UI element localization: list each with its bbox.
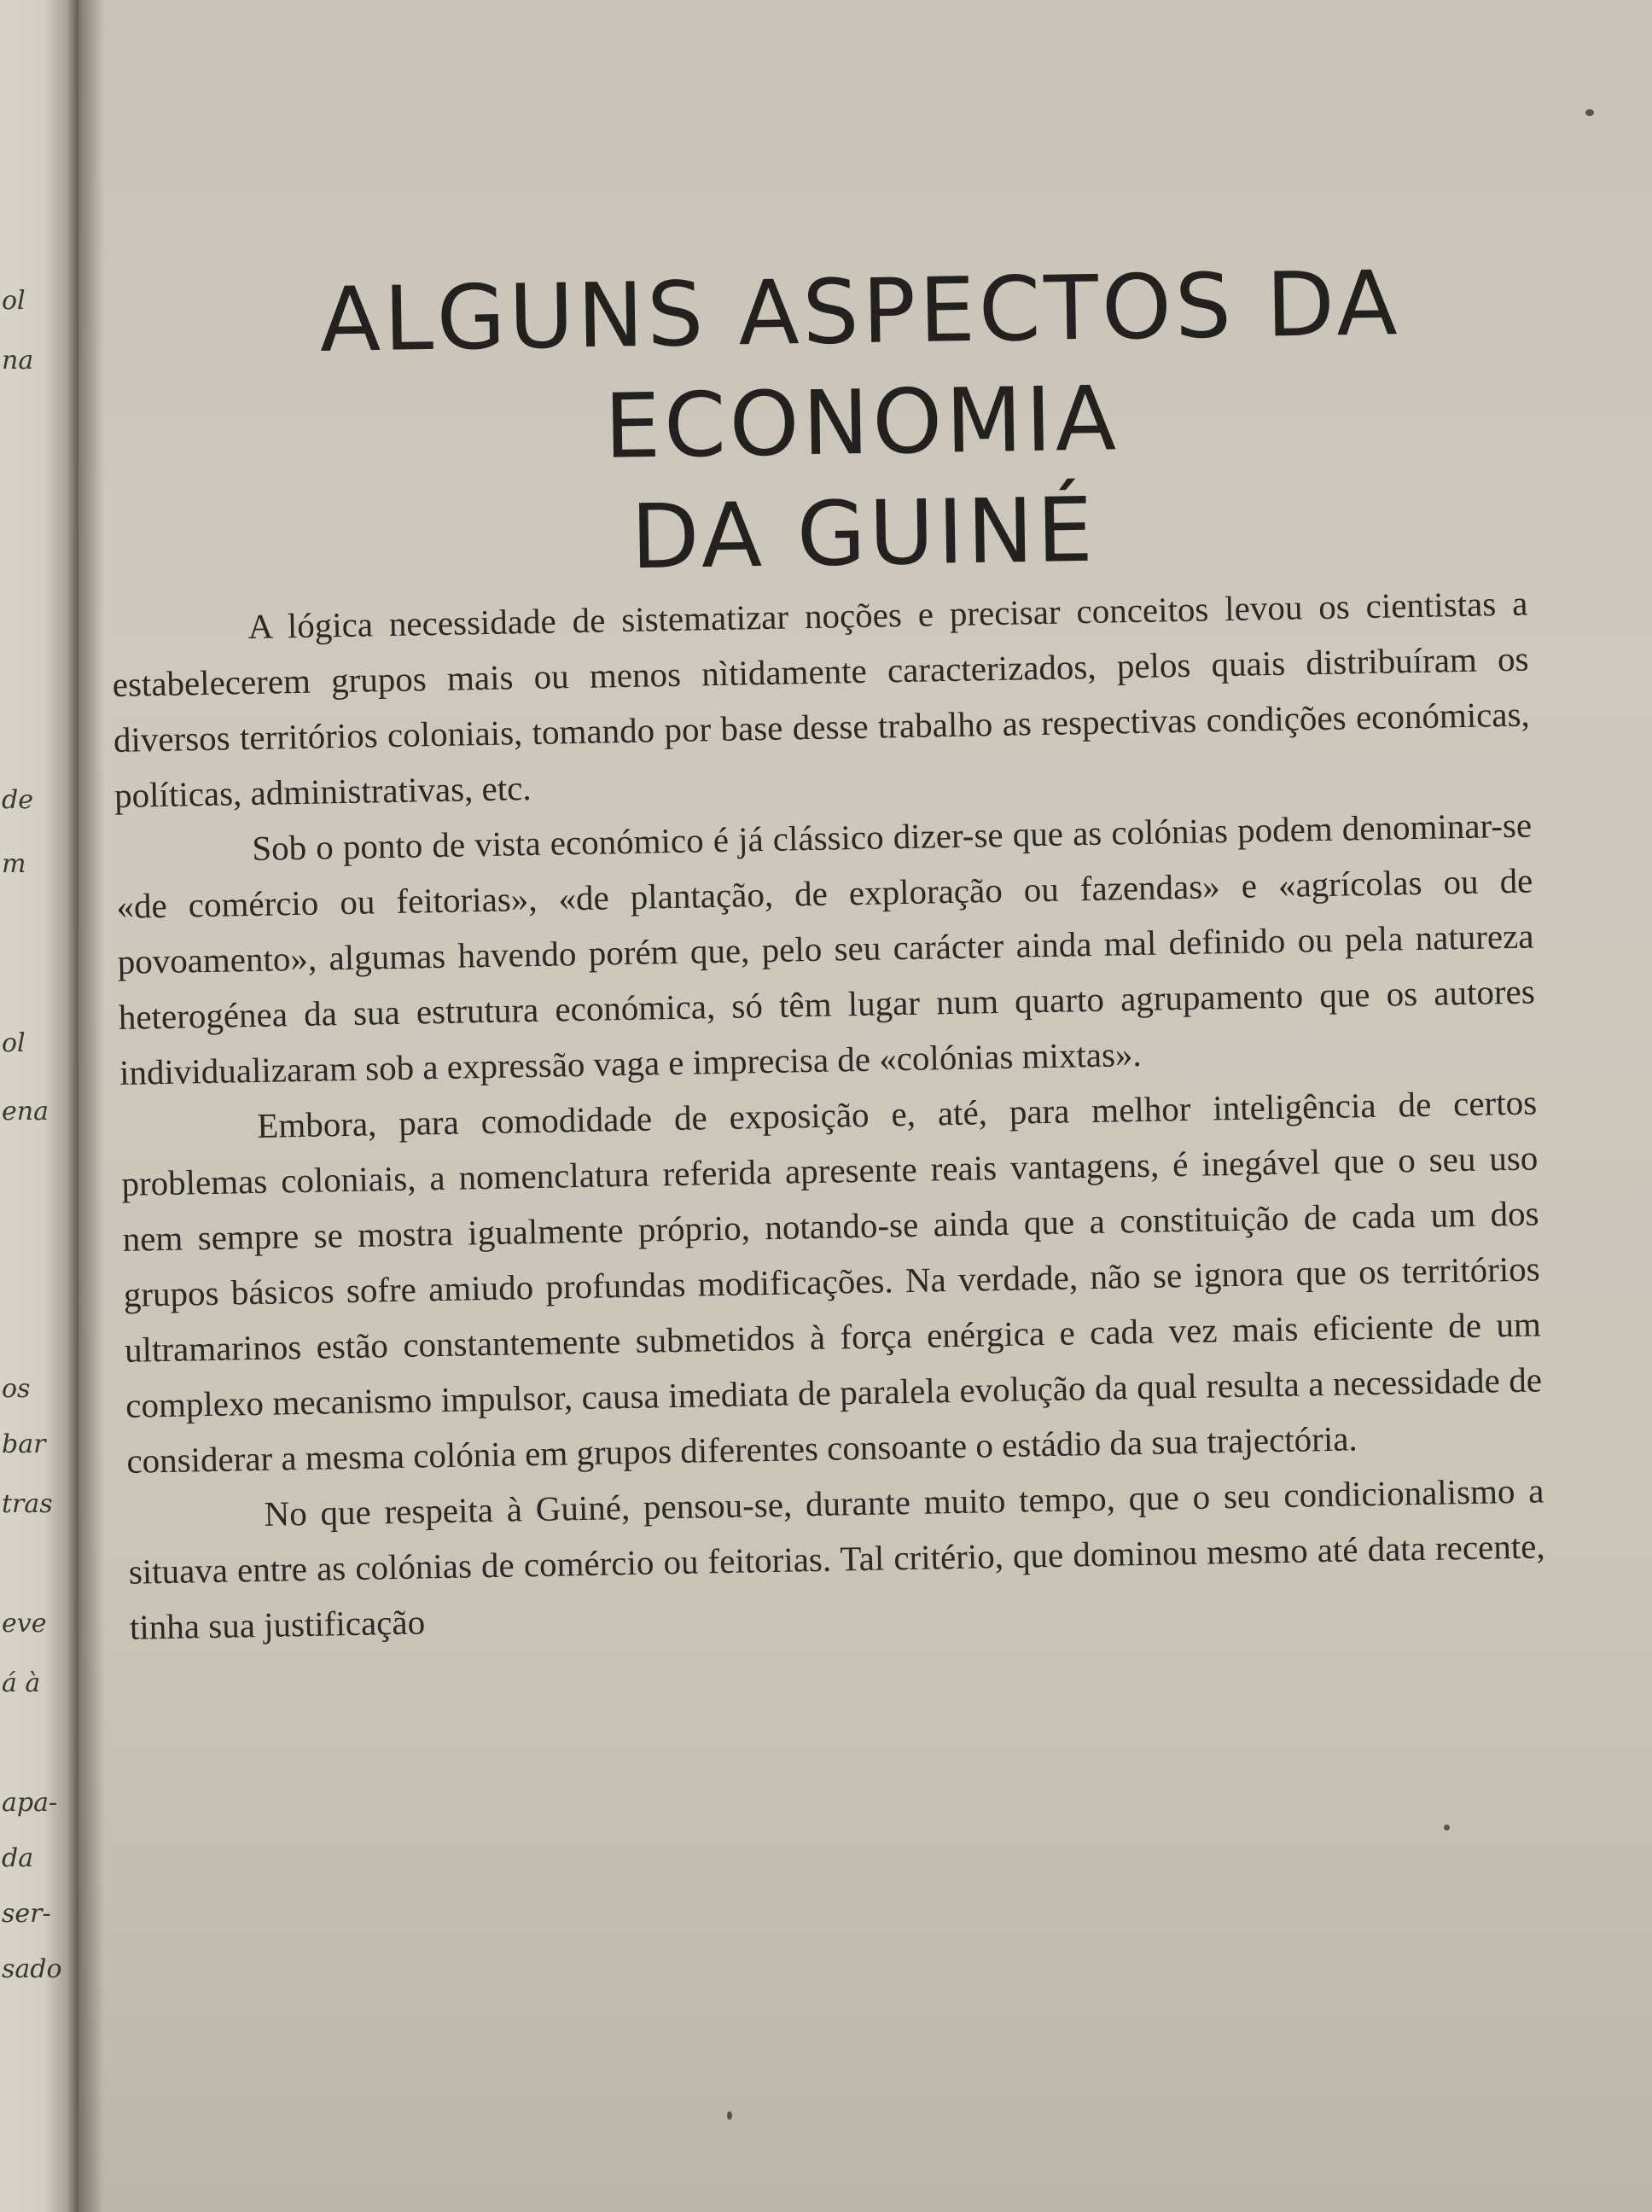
margin-fragment: á à — [2, 1668, 41, 1698]
margin-fragment: os — [2, 1374, 31, 1404]
paragraph: Sob o ponto de vista económico é já clássico dizer-se que as colónias podem denominar-se «de comércio ou feitorias», «de plantação, de exploração ou fazendas» e «agrícolas ou de povoamento», algumas havendo porém que, pelo seu carácter ainda mal definido ou pela natureza heterogénea da sua estrutura económica, só têm lugar num quarto agrupamento que os autores individualizaram sob a expressão vaga e imprecisa de «colónias mixtas». — [116, 805, 1536, 1092]
article-body — [111, 576, 1546, 1656]
paragraph: No que respeita à Guiné, pensou-se, durante muito tempo, que o seu condicionalismo a situava entre as colónias de comércio ou feitorias. Tal critério, que dominou mesmo até data recente, tinha sua justificação — [128, 1470, 1545, 1647]
margin-fragment: bar — [2, 1429, 46, 1459]
margin-fragment: de — [2, 785, 33, 815]
margin-fragment: apa- — [2, 1788, 58, 1818]
margin-fragment: ol — [2, 1028, 26, 1058]
margin-fragment: ser- — [2, 1899, 51, 1929]
paper-speck — [727, 2111, 732, 2120]
title-line-2: DA GUINÉ — [630, 477, 1097, 590]
margin-fragment: eve — [2, 1609, 47, 1639]
previous-page-edge — [0, 0, 79, 2212]
article-title — [83, 244, 1641, 602]
margin-fragment: sado — [2, 1954, 62, 1984]
title-line-1: ALGUNS ASPECTOS DA ECONOMIA — [318, 251, 1402, 479]
margin-fragment: ena — [2, 1097, 49, 1126]
article-page — [85, 0, 1652, 2212]
margin-fragment: na — [2, 346, 34, 375]
margin-fragment: da — [2, 1843, 34, 1873]
margin-fragment: m — [2, 849, 26, 879]
paper-speck — [1444, 1825, 1450, 1831]
paragraph: Embora, para comodidade de exposição e, até, para melhor inteligência de certos problemas coloniais, a nomenclatura referida apresente reais vantagens, é inegável que o seu uso nem sempre se mostra igualmente próprio, notando-se ainda que a constituição de cada um dos grupos básicos sofre amiudo profundas modificações. Na verdade, não se ignora que os territórios ultramarinos estão constantemente submetidos à força enérgica e cada vez mais eficiente de um complexo mecanismo impulsor, causa imediata de paralela evolução da qual resulta a necessidade de considerar a mesma colónia em grupos diferentes consoante o estádio da sua trajectória. — [121, 1082, 1543, 1481]
paper-speck — [1585, 109, 1594, 116]
margin-fragment: ol — [2, 286, 26, 316]
margin-fragment: tras — [2, 1489, 53, 1519]
paragraph: A lógica necessidade de sistematizar noções e precisar conceitos levou os cientistas a estabelecerem grupos mais ou menos nìtidamente caracterizados, pelos quais distribuíram os diversos territórios coloniais, tomando por base desse trabalho as respectivas condições económicas, políticas, administrativas, etc. — [112, 583, 1531, 815]
